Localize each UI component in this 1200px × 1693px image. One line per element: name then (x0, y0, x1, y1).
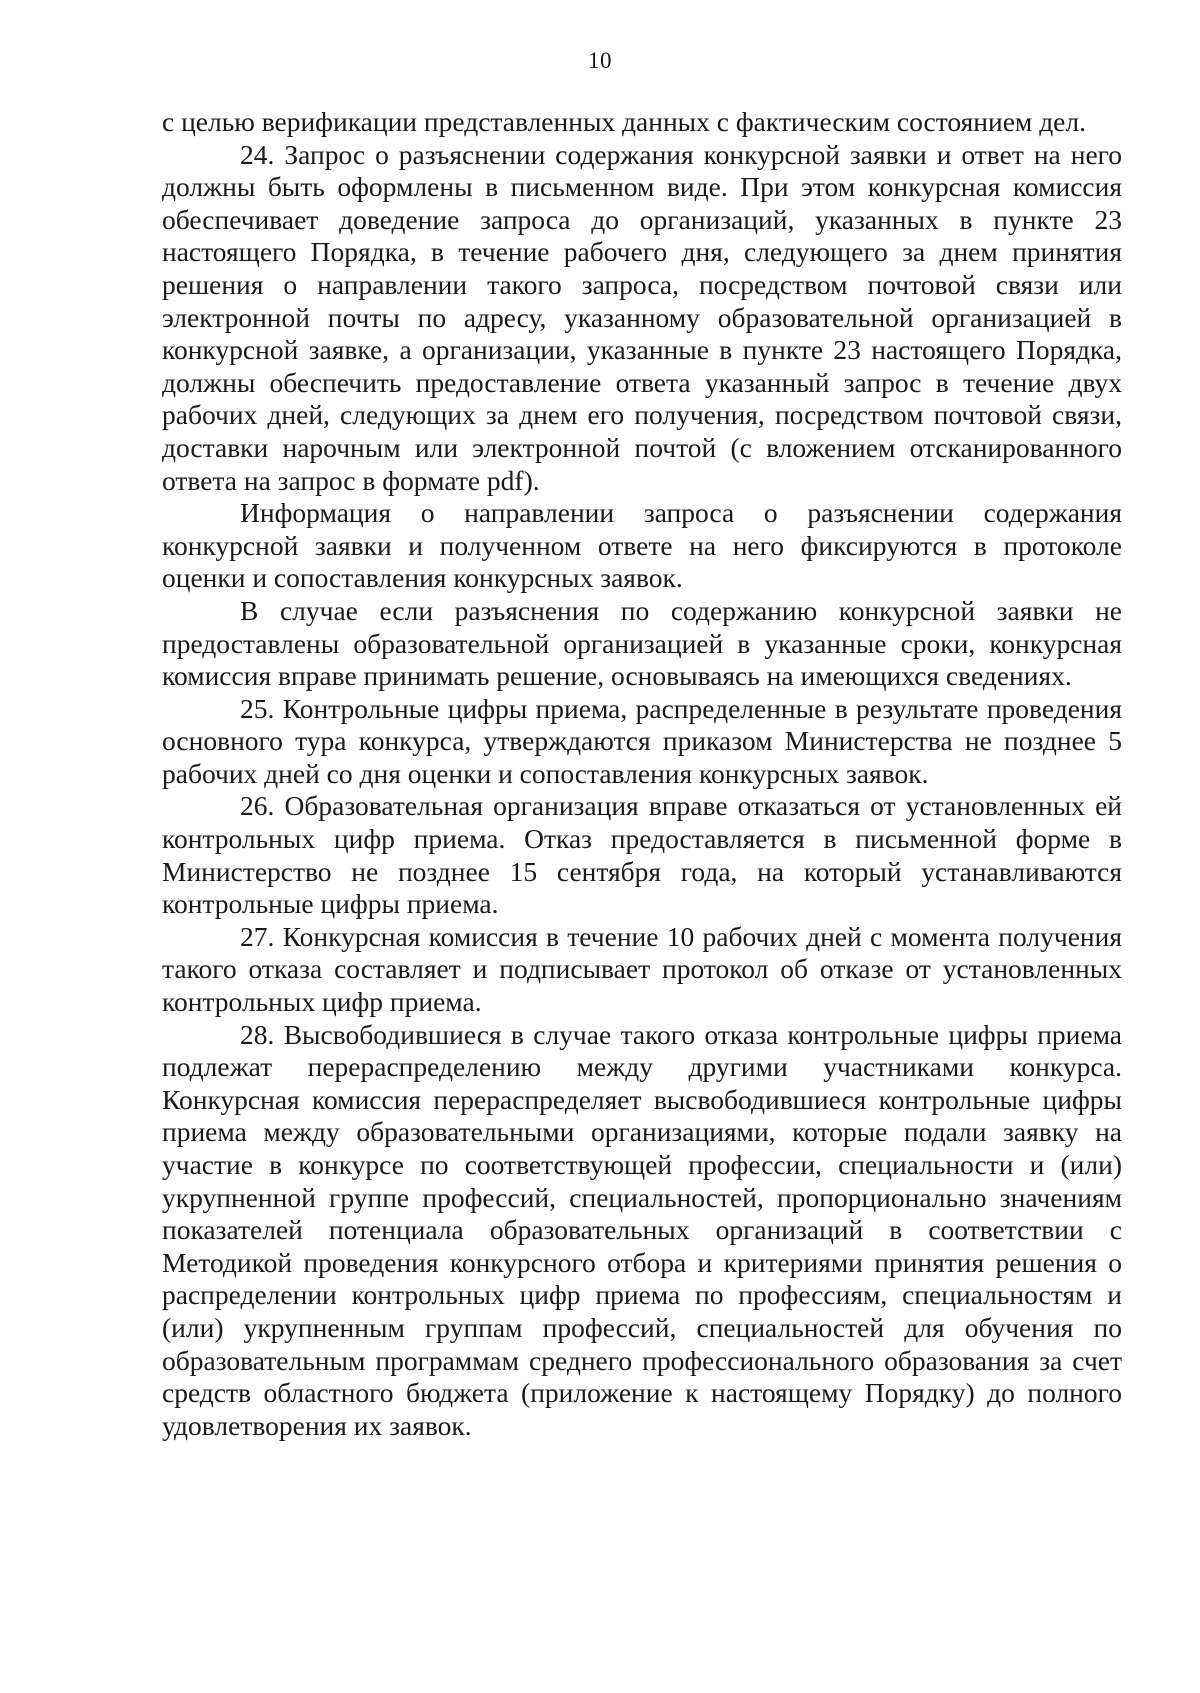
paragraph-item-24: 24. Запрос о разъяснении содержания конкурсной заявки и ответ на него должны быть оформлены в письменном виде. При этом конкурсная комиссия обеспечивает доведение запроса до организаций, указанных в пункте 23 настоящего Порядка, в течение рабочего дня, следующего за днем принятия решения о направлении такого запроса, посредством почтовой связи или электронной почты по адресу, указанному образовательной организацией в конкурсной заявке, а организации, указанные в пункте 23 настоящего Порядка, должны обеспечить предоставление ответа указанный запрос в течение двух рабочих дней, следующих за днем его получения, посредством почтовой связи, доставки нарочным или электронной почтой (с вложением отсканированного ответа на запрос в формате pdf). (162, 138, 1122, 496)
document-body (162, 106, 1122, 1442)
paragraph-no-clarification: В случае если разъяснения по содержанию конкурсной заявки не предоставлены образовательной организацией в указанные сроки, конкурсная комиссия вправе принимать решение, основываясь на имеющихся сведениях. (162, 594, 1122, 692)
page-number: 10 (588, 48, 612, 73)
paragraph-item-26: 26. Образовательная организация вправе отказаться от установленных ей контрольных цифр приема. Отказ предоставляется в письменной форме в Министерство не позднее 15 сентября года, на который устанавливаются контрольные цифры приема. (162, 790, 1122, 920)
paragraph-item-27: 27. Конкурсная комиссия в течение 10 рабочих дней с момента получения такого отказа составляет и подписывает протокол об отказе от установленных контрольных цифр приема. (162, 920, 1122, 1018)
paragraph-continuation: с целью верификации представленных данных с фактическим состоянием дел. (162, 106, 1086, 137)
paragraph-item-25: 25. Контрольные цифры приема, распределенные в результате проведения основного тура конкурса, утверждаются приказом Министерства не позднее 5 рабочих дней со дня оценки и сопоставления конкурсных заявок. (162, 692, 1122, 789)
paragraph-item-28: 28. Высвободившиеся в случае такого отказа контрольные цифры приема подлежат перераспределению между другими участниками конкурса. Конкурсная комиссия перераспределяет высвободившиеся контрольные цифры приема между образовательными организациями, которые подали заявку на участие в конкурсе по соответствующей профессии, специальности и (или) укрупненной группе профессий, специальностей, пропорционально значениям показателей потенциала образовательных организаций в соответствии с Методикой проведения конкурсного отбора и критериями принятия решения о распределении контрольных цифр приема по профессиям, специальностям и (или) укрупненным группам профессий, специальностей для обучения по образовательным программам среднего профессионального образования за счет средств областного бюджета (приложение к настоящему Порядку) до полного удовлетворения их заявок. (162, 1018, 1122, 1441)
paragraph-protocol-info: Информация о направлении запроса о разъяснении содержания конкурсной заявки и полученном ответе на него фиксируются в протоколе оценки и сопоставления конкурсных заявок. (162, 497, 1122, 594)
